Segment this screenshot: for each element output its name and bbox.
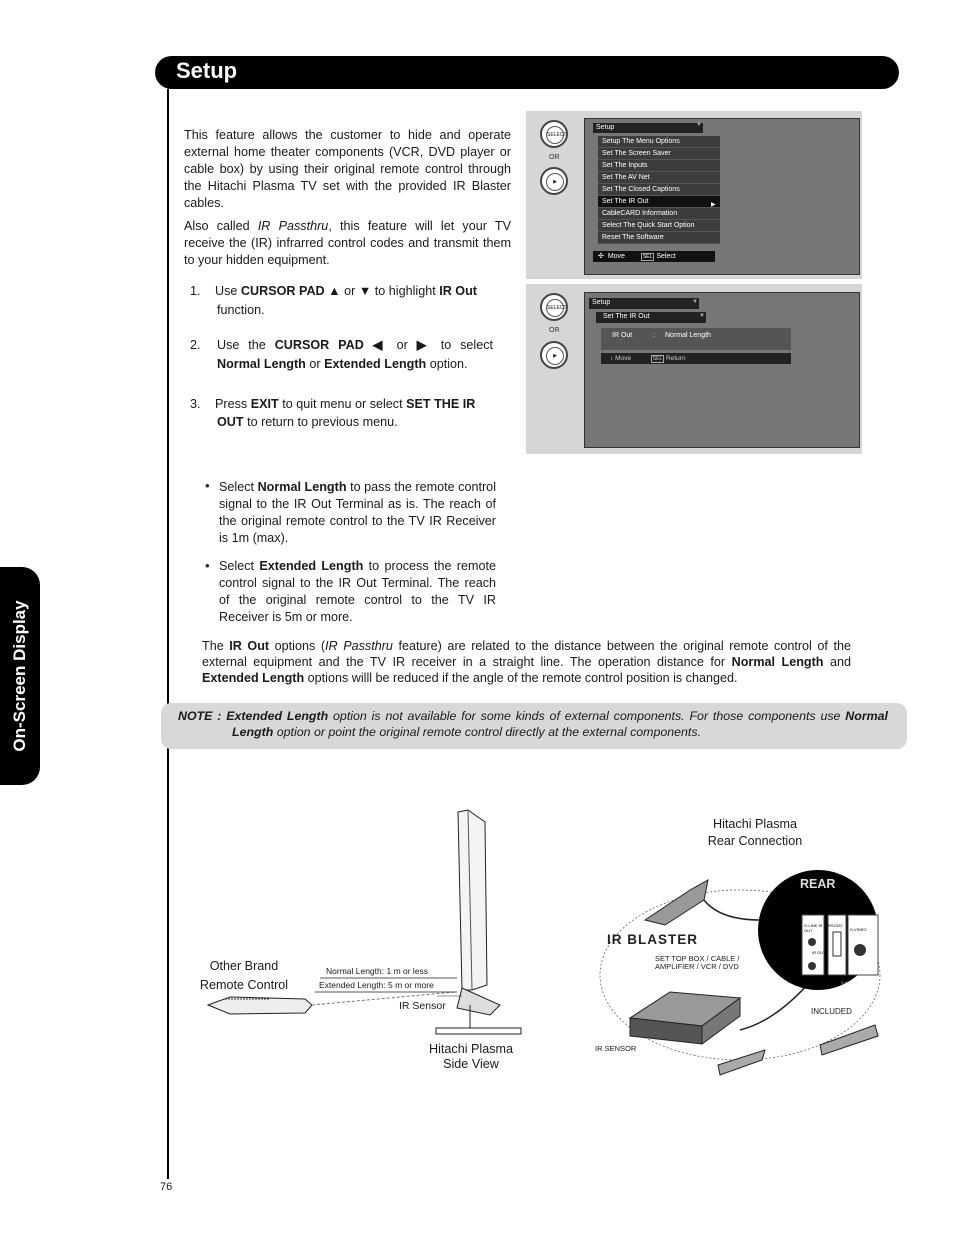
remote-label [190,957,298,995]
text-run: to highlight [371,284,440,298]
text-run: or [387,338,417,352]
menu-item[interactable]: Set The Inputs [598,160,720,172]
emitter-drawing [645,880,708,925]
or-label: OR [549,327,560,334]
text-run: or [340,284,359,298]
cursor-pad-button[interactable] [540,167,568,195]
stb-label [655,955,739,971]
jack [854,944,866,956]
menu-item[interactable]: Reset The Software [598,232,720,244]
port-label: S-VIDEO [850,927,867,932]
text-run: ▶ [416,338,432,352]
text-run: to process the remote control signal to the IR Out Terminal. The reach of the original remote control to the TV IR Receiver is 5m or more. [219,559,496,624]
ir-blaster-label: IR BLASTER [607,932,698,947]
text-run: EXIT [250,397,279,411]
text-run: Extended Length [202,670,305,685]
cursor-pad-icon: ▶ [546,173,564,191]
text-run: to quit menu or select [278,397,407,411]
step-3-text [215,395,495,414]
text-run: IR Passthru [325,639,393,653]
bullet-dot: • [205,478,210,493]
menu-item[interactable]: Set The Closed Captions [598,184,720,196]
bullet-dot: • [205,558,210,573]
text-run: Select [219,480,258,494]
text-run: IR Out [229,639,270,653]
ir-out-label: IR Out [612,332,633,339]
cursor-pad-button[interactable] [540,341,568,369]
sel-key-icon: SEL [642,254,653,260]
bullet-1-text [219,479,496,547]
select-button[interactable] [540,293,568,321]
text-run: options willl be reduced if the angle of the remote control position is changed. [304,670,738,685]
menu-footer [593,251,715,262]
text-run: IR Passthru [257,219,329,233]
label-line: SET TOP BOX / CABLE / [655,954,740,963]
label-line: Remote Control [199,978,289,992]
page-title: Setup [176,58,238,83]
section-tab-label: On-Screen Display [10,600,29,752]
footer-select-label: Select [656,253,676,260]
title-bar [155,56,899,89]
select-button-label: SELECT [546,126,564,144]
text-run: ▼ [358,284,372,298]
text-run: NOTE : [178,709,227,723]
bullet-2-text [219,558,496,626]
text-run: SET THE IR [406,397,476,411]
emitter-drawing [820,1025,878,1055]
rear-label: REAR [800,877,836,891]
port-label: Y-VIDEO [841,980,858,985]
footer-move-label: Move [607,253,625,260]
text-run: IR Out [439,284,477,298]
step-3-number: 3. [190,397,201,411]
select-button[interactable] [540,120,568,148]
text-run: option is not available for some kinds of external components. For those components use [328,709,846,723]
text-run: Select [219,559,260,573]
page-number: 76 [160,1181,173,1193]
text-run: to return to previous menu. [243,415,398,429]
label-line: Other Brand [209,959,279,973]
body-paragraph [202,639,851,686]
text-run: to pass the remote control signal to the IR Out Terminal as is. The reach of the original remote control to the TV IR Receiver is 1m (max). [219,480,496,545]
arrow-right-icon: ▶ [711,202,716,208]
extended-length-label: Extended Length: 5 m or more [319,980,434,990]
sel-key-icon: SEL [652,356,663,362]
side-view-label [412,1042,530,1072]
up-down-icon: ↕ [610,355,614,362]
rear-connection-label [690,816,820,850]
ir-out-row[interactable] [601,328,791,350]
ir-sensor-label: IR Sensor [399,1000,446,1012]
step-1-text-line2: function. [217,303,265,317]
menu-footer [601,353,791,364]
chevron-down-icon: ▼ [696,122,702,128]
label-line: AMPLIFIER / VCR / DVD [655,962,739,971]
menu-item[interactable]: Set The Screen Saver [598,148,720,160]
menu-header: Setup [589,298,699,309]
text-run: option or point the original remote control directly at the external components. [273,724,702,739]
or-label: OR [549,154,560,161]
submenu-header: Set The IR Out [596,312,706,323]
intro-paragraph-1: This feature allows the customer to hide and operate external home theater components (VCR, DVD player or cable box) by using their original remote control through the Hitachi Plasma TV set with the provided IR Blaster cables. [184,128,511,210]
text-run: CURSOR PAD ▲ [240,284,341,298]
set-top-box-drawing [630,992,740,1044]
text-run: Normal Length [731,654,824,669]
port-label: G-LINK IR OUT [804,923,823,933]
text-run: Normal Length [217,357,306,371]
side-view-diagram [200,800,530,1040]
text-run: or [305,357,325,371]
menu-list [598,136,720,244]
text-run: Extended Length [324,357,427,371]
text-run: options ( [269,639,326,653]
footer-return-label: Return [666,355,686,362]
normal-length-label: Normal Length: 1 m or less [326,966,429,976]
menu-header: Setup [593,123,703,133]
included-label: INCLUDED [811,1007,852,1016]
chevron-down-icon: ▼ [692,299,698,305]
menu-item[interactable]: CableCARD Information [598,208,720,220]
label-line: Rear Connection [707,834,803,848]
port-label: RS232C [828,923,844,928]
text-run: Extended Length [259,559,364,573]
step-2-text [217,336,493,355]
rear-connection-diagram [590,860,890,1090]
step-3-text-line2 [217,413,398,432]
step-2-number: 2. [190,338,201,352]
menu-item-selected[interactable]: Set The IR Out [598,196,720,208]
text-run: The [202,639,230,653]
vertical-rule [167,89,169,1179]
tv-side-drawing [436,810,521,1034]
text-run: , this feature will let your TV receive the (IR) infrarred control codes and transmit them to your hidden equipment. [184,219,511,267]
text-run: Use the [217,338,275,352]
text-run: Normal Length [232,709,888,739]
ir-sensor-2-label: IR SENSOR [595,1044,637,1053]
text-run: CURSOR PAD ◀ [274,338,388,352]
text-run: Use [215,284,241,298]
text-run: to select [431,338,494,352]
separator: : [653,332,655,339]
menu-item[interactable]: Setup The Menu Options [598,136,720,148]
text-run: Normal Length [257,480,347,494]
chevron-down-icon: ▼ [699,313,705,319]
text-run: Also called [184,219,258,233]
intro-paragraph-2 [184,218,511,269]
step-2-text-line2 [217,355,468,374]
move-arrows-icon: ✣ [598,253,604,260]
text-run: and [823,654,852,669]
note-text [178,709,888,740]
label-line: Side View [443,1057,499,1071]
menu-item[interactable]: Select The Quick Start Option [598,220,720,232]
text-run: Extended Length [226,709,329,723]
step-1-number: 1. [190,284,201,298]
step-1-text [215,282,495,301]
text-run: OUT [217,415,244,429]
ir-out-value: Normal Length [665,332,711,339]
text-run: Press [215,397,251,411]
cable [704,900,760,920]
text-run: option. [426,357,468,371]
port-label: IR OUT [812,950,826,955]
text-run: feature) are related to the distance between the original remote control of the external equipment and the TV IR receiver in a straight line. The operation distance for [202,639,851,669]
jack [808,962,816,970]
label-line: Hitachi Plasma [429,1042,513,1056]
emitter-drawing [718,1050,765,1075]
label-line: Hitachi Plasma [713,817,797,831]
select-button-label: SELECT [546,299,564,317]
footer-move-label: Move [615,355,631,362]
menu-item[interactable]: Set The AV Net [598,172,720,184]
cursor-pad-icon: ▶ [546,347,564,365]
jack [808,938,816,946]
